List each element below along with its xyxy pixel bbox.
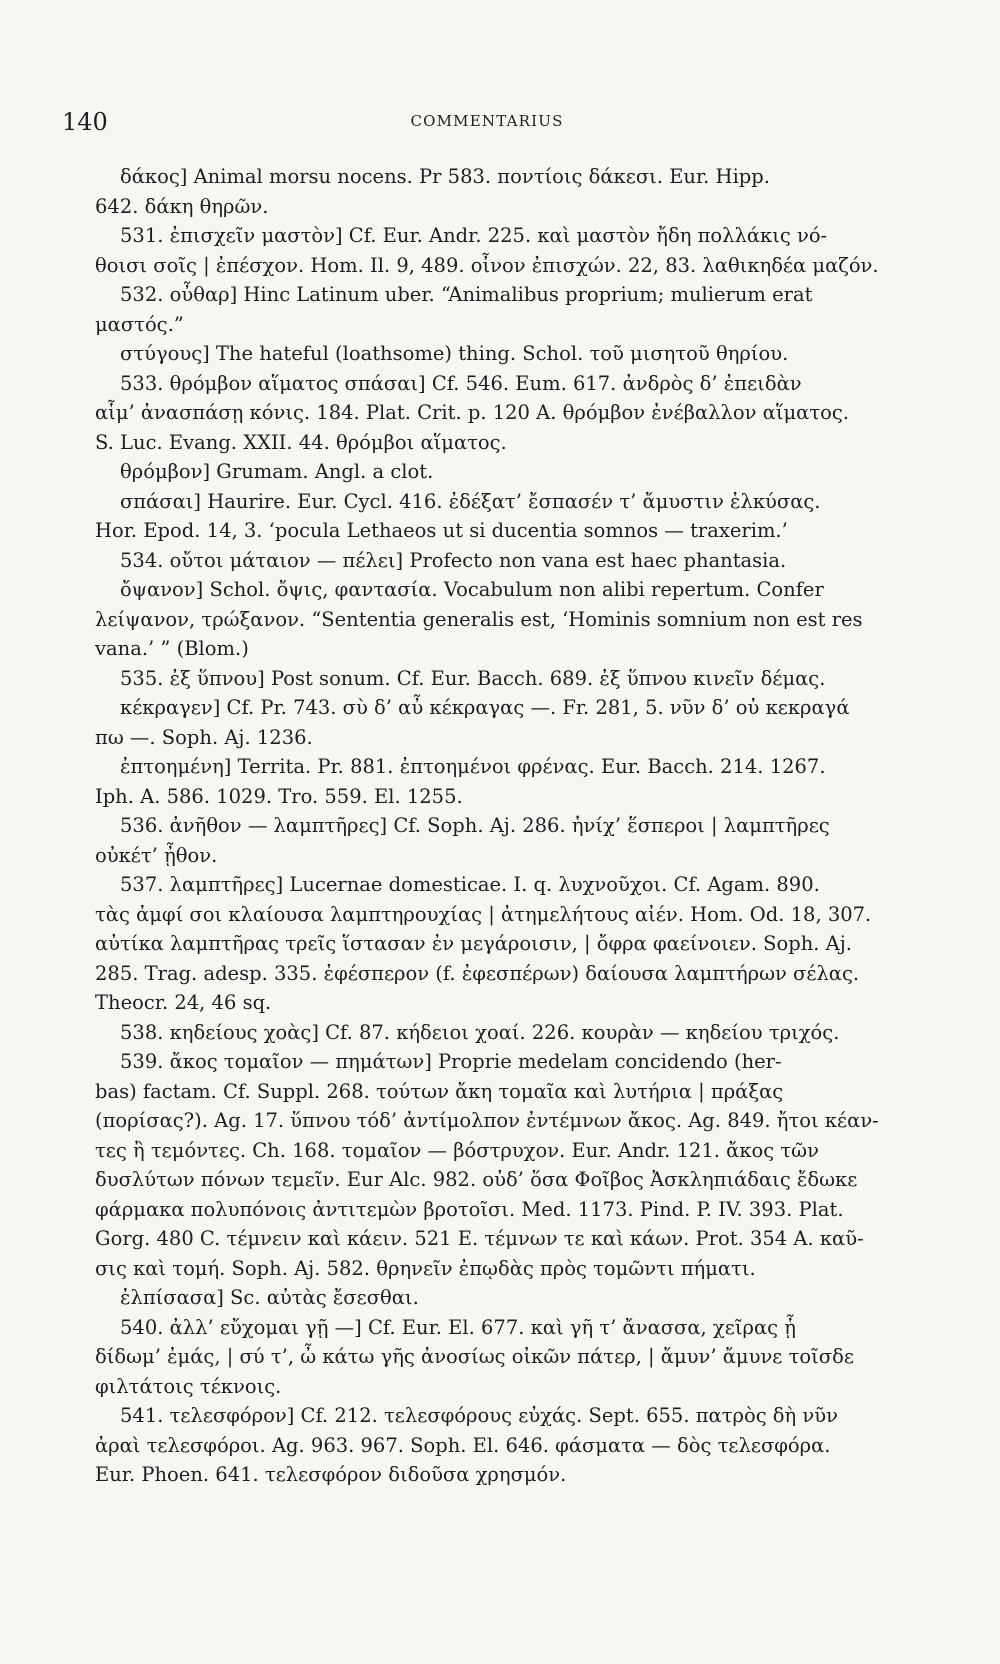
text-line: Eur. Phoen. 641. τελεσφόρον διδοῦσα χρησμόν. [95, 1463, 567, 1486]
text-line: Hor. Epod. 14, 3. ‘pocula Lethaeos ut si ducentia somnos — traxerim.’ [95, 519, 788, 542]
text-line: φάρμακα πολυπόνοις ἀντιτεμὼν βροτοῖσι. Med. 1173. Pind. P. IV. 393. Plat. [95, 1197, 844, 1221]
text-line: vana.’ ” (Blom.) [95, 637, 249, 660]
text-line: τες ἢ τεμόντες. Ch. 168. τομαῖον — βόστρυχον. Eur. Andr. 121. ἄκος τῶν [95, 1138, 819, 1162]
text-line: 285. Trag. adesp. 335. ἐφέσπερον (f. ἐφεσπέρων) δαίουσα λαμπτήρων σέλας. [95, 961, 860, 985]
text-line: στύγους] The hateful (loathsome) thing. Schol. τοῦ μισητοῦ θηρίου. [120, 342, 789, 365]
text-line: τὰς ἀμφί σοι κλαίουσα λαμπτηρουχίας | ἀτημελήτους αἰέν. Hom. Od. 18, 307. [95, 902, 872, 926]
text-line: αὐτίκα λαμπτῆρας τρεῖς ἵστασαν ἐν μεγάροισιν, | ὄφρα φαείνοιεν. Soph. Aj. [95, 932, 853, 955]
commentary-body [95, 162, 915, 1490]
text-line: 534. οὔτοι μάταιον — πέλει] Profecto non vana est haec phantasia. [120, 548, 787, 572]
text-line: Iph. A. 586. 1029. Tro. 559. El. 1255. [95, 784, 463, 808]
text-line: S. Luc. Evang. XXII. 44. θρόμβοι αἵματος. [95, 430, 507, 454]
text-line: σπάσαι] Haurire. Eur. Cycl. 416. ἐδέξατ’ ἔσπασέν τ’ ἄμυστιν ἑλκύσας. [120, 489, 821, 513]
text-line: Gorg. 480 C. τέμνειν καὶ κάειν. 521 E. τέμνων τε καὶ κάων. Prot. 354 A. καῦ- [95, 1227, 864, 1250]
text-line: 539. ἄκος τομαῖον — πημάτων] Proprie medelam concidendo (her- [120, 1050, 782, 1073]
text-line: 540. ἀλλ’ εὔχομαι γῇ —] Cf. Eur. El. 677. καὶ γῆ τ’ ἄνασσα, χεῖρας ᾗ [120, 1315, 796, 1339]
text-line: ὄψανον] Schol. ὄψις, φαντασία. Vocabulum non alibi repertum. Confer [120, 578, 824, 601]
text-line: θοισι σοῖς | ἐπέσχον. Hom. Il. 9, 489. οἶνον ἐπισχών. 22, 83. λαθικηδέα μαζόν. [95, 253, 879, 277]
text-line: 538. κηδείους χοὰς] Cf. 87. κήδειοι χοαί. 226. κουρὰν — κηδείου τριχός. [120, 1020, 840, 1044]
running-head [62, 108, 912, 142]
text-line: θρόμβον] Grumam. Angl. a clot. [120, 460, 434, 483]
text-line: 533. θρόμβον αἵματος σπάσαι] Cf. 546. Eum. 617. ἀνδρὸς δ’ ἐπειδὰν [120, 371, 802, 395]
text-line: μαστός.” [95, 312, 184, 336]
text-line: 642. δάκη θηρῶν. [95, 194, 269, 218]
text-line: (πορίσας?). Ag. 17. ὕπνου τόδ’ ἀντίμολπον ἐντέμνων ἄκος. Ag. 849. ἤτοι κέαν- [95, 1109, 879, 1132]
text-line: ἀραὶ τελεσφόροι. Ag. 963. 967. Soph. El. 646. φάσματα — δὸς τελεσφόρα. [95, 1433, 831, 1457]
text-line: Theocr. 24, 46 sq. [95, 991, 272, 1014]
text-line: δίδωμ’ ἐμάς, | σύ τ’, ὦ κάτω γῆς ἀνοσίως οἰκῶν πάτερ, | ἄμυν’ ἄμυνε τοῖσδε [95, 1345, 854, 1368]
page-number: 140 [62, 108, 108, 136]
running-title: COMMENTARIUS [410, 112, 564, 130]
text-line: 535. ἐξ ὕπνου] Post sonum. Cf. Eur. Bacch. 689. ἐξ ὕπνου κινεῖν δέμας. [120, 666, 826, 690]
text-line: δυσλύτων πόνων τεμεῖν. Eur Alc. 982. οὐδ’ ὅσα Φοῖβος Ἀσκληπιάδαις ἔδωκε [95, 1168, 858, 1191]
text-line: δάκος] Animal morsu nocens. Pr 583. ποντίοις δάκεσι. Eur. Hipp. [120, 165, 770, 188]
text-line: οὐκέτ’ ᾖθον. [95, 843, 218, 867]
text-line: κέκραγεν] Cf. Pr. 743. σὺ δ’ αὖ κέκραγας —. Fr. 281, 5. νῦν δ’ οὐ κεκραγά [120, 696, 850, 719]
text-line: bas) factam. Cf. Suppl. 268. τούτων ἄκη τομαῖα καὶ λυτήρια | πράξας [95, 1079, 784, 1103]
text-line: 536. ἀνῆθον — λαμπτῆρες] Cf. Soph. Aj. 286. ἡνίχ’ ἕσπεροι | λαμπτῆρες [120, 814, 830, 837]
text-line: 532. οὖθαρ] Hinc Latinum uber. “Animalibus proprium; mulierum erat [120, 283, 813, 306]
text-line: πω —. Soph. Aj. 1236. [95, 725, 313, 749]
text-line: αἷμ’ ἀνασπάσῃ κόνις. 184. Plat. Crit. p. 120 A. θρόμβον ἐνέβαλλον αἵματος. [95, 401, 849, 424]
text-line: ἐλπίσασα] Sc. αὐτὰς ἔσεσθαι. [120, 1286, 419, 1309]
text-line: 541. τελεσφόρον] Cf. 212. τελεσφόρους εὐχάς. Sept. 655. πατρὸς δὴ νῦν [120, 1404, 838, 1427]
text-line: ἐπτοημένη] Territa. Pr. 881. ἐπτοημένοι φρένας. Eur. Bacch. 214. 1267. [120, 755, 826, 778]
text-line: λείψανον, τρώξανον. “Sententia generalis est, ‘Hominis somnium non est res [95, 607, 863, 631]
text-line: 531. ἐπισχεῖν μαστὸν] Cf. Eur. Andr. 225. καὶ μαστὸν ἤδη πολλάκις νό- [120, 224, 828, 247]
text-line: φιλτάτοις τέκνοις. [95, 1374, 282, 1398]
text-line: σις καὶ τομή. Soph. Aj. 582. θρηνεῖν ἐπῳδὰς πρὸς τομῶντι πήματι. [95, 1256, 756, 1280]
text-line: 537. λαμπτῆρες] Lucernae domesticae. I. q. λυχνοῦχοι. Cf. Agam. 890. [120, 873, 820, 896]
